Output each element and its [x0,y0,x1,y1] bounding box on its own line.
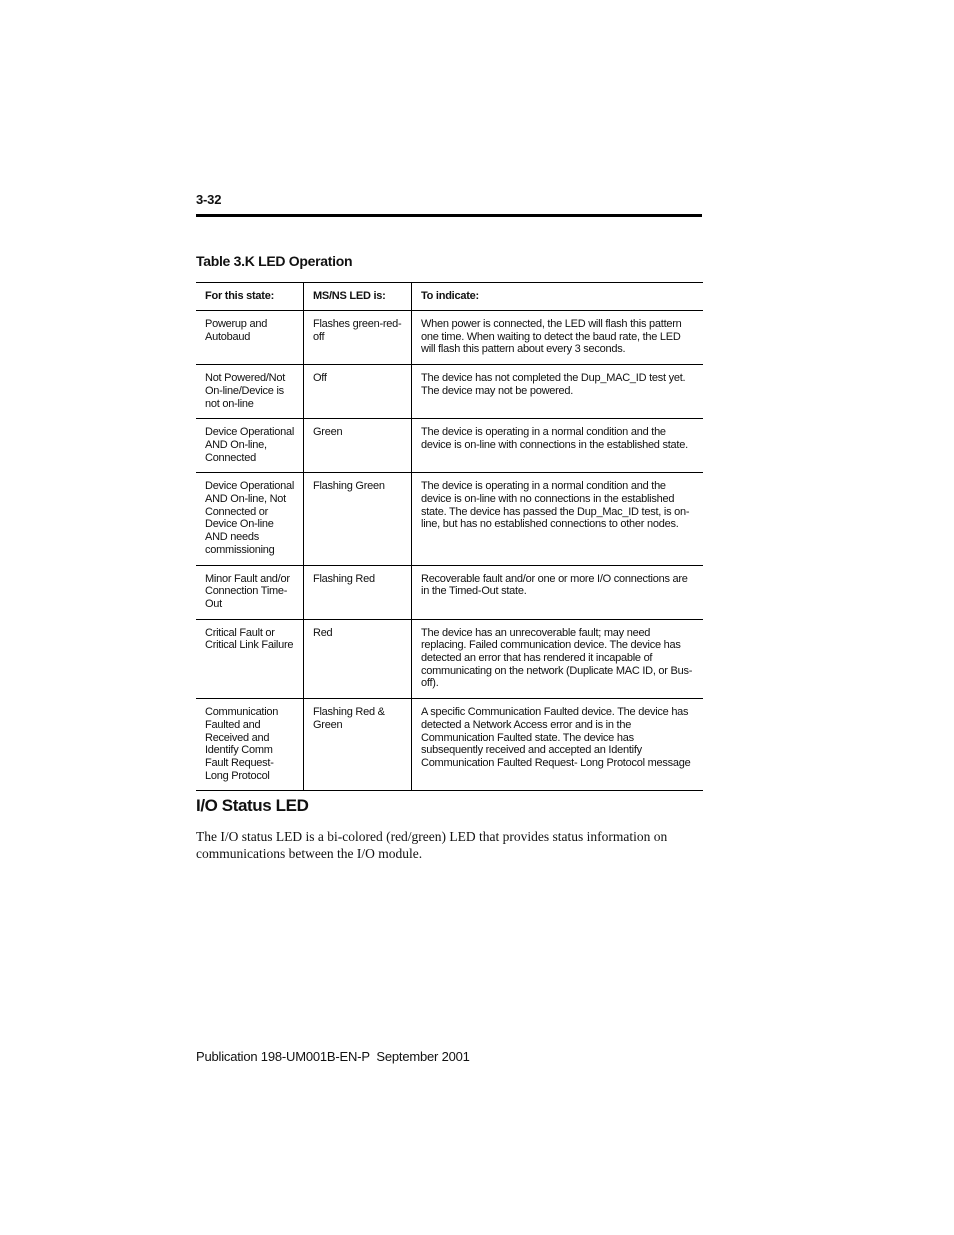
state-cell: Not Powered/Not On-line/Device is not on-line [196,365,304,419]
indicates-cell: The device is operating in a normal condition and the device is on-line with no connections in the established state. The device has passed the Dup_Mac_ID test, is on-line, but has no established connections to other nodes. [421,480,690,531]
indicates-cell: Recoverable fault and/or one or more I/O connections are in the Timed-Out state. [421,572,688,598]
header-rule [196,214,702,217]
table-title: Table 3.K LED Operation [196,253,353,269]
table-row [196,699,703,791]
column-header-led: MS/NS LED is: [304,283,412,311]
led-operation-table [196,282,703,791]
indicates-cell: A specific Communication Faulted device. The device has detected a Network Access error and is in the Communication Faulted state. The device has subsequently received and accepted an Identify Communication Faulted Request- Long Protocol message [421,706,691,769]
state-cell: Device Operational AND On-line, Connected [196,419,304,473]
state-cell: Device Operational AND On-line, Not Connected or Device On-line AND needs commissioning [196,473,304,565]
led-cell: Flashing Green [304,473,412,565]
led-cell: Flashing Red & Green [304,699,412,791]
led-cell: Off [304,365,412,419]
section-paragraph: The I/O status LED is a bi-colored (red/green) LED that provides status information on communications between the I/O module. [196,829,668,861]
publication-footer: Publication 198-UM001B-EN-P September 2001 [196,1049,470,1064]
indicates-cell: The device is operating in a normal condition and the device is on-line with connections in the established state. [421,426,688,451]
state-cell: Critical Fault or Critical Link Failure [196,619,304,699]
table-row [196,565,703,619]
table-row [196,473,703,565]
led-cell: Red [304,619,412,699]
indicates-cell: The device has an unrecoverable fault; may need replacing. Failed communication device. The device has detected an error that has rendered it incapable of communicating on the network (Duplicate MAC ID, or Bus-off). [421,626,693,690]
table-row [196,619,703,699]
indicates-cell: The device has not completed the Dup_MAC_ID test yet. The device may not be powered. [421,372,686,397]
column-header-indicates: To indicate: [421,290,479,302]
page-number: 3-32 [196,192,222,207]
column-header-state: For this state: [196,283,304,311]
table-row [196,419,703,473]
state-cell: Minor Fault and/or Connection Time-Out [196,565,304,619]
indicates-cell: When power is connected, the LED will flash this pattern one time. When waiting to detect the baud rate, the LED will flash this pattern about every 3 seconds. [421,318,682,356]
section-heading: I/O Status LED [196,796,309,815]
led-cell: Flashes green-red-off [304,311,412,365]
led-cell: Green [304,419,412,473]
state-cell: Communication Faulted and Received and Identify Comm Fault Request- Long Protocol [196,699,304,791]
table-header-row [196,283,703,311]
led-cell: Flashing Red [304,565,412,619]
state-cell: Powerup and Autobaud [196,311,304,365]
table-row [196,311,703,365]
table-row [196,365,703,419]
